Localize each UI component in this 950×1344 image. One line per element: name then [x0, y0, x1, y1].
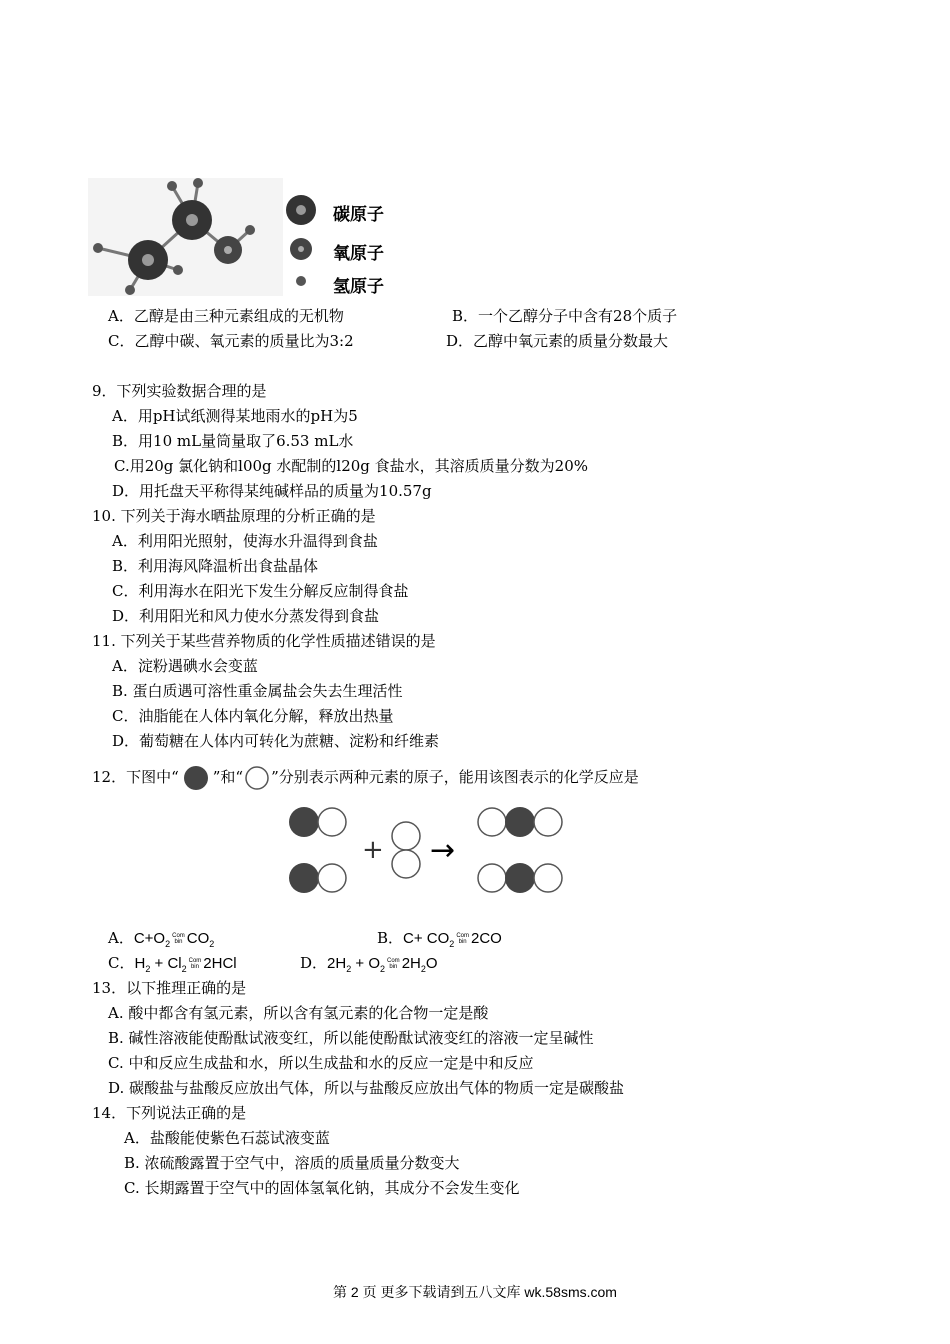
q13-option-b: B. 碱性溶液能使酚酞试液变红，所以能使酚酞试液变红的溶液一定呈碱性 — [108, 1029, 594, 1047]
legend-carbon: 碳原子 — [333, 205, 384, 225]
dark-atom-icon — [179, 765, 213, 791]
q10-option-c: C．利用海水在阳光下发生分解反应制得食盐 — [112, 582, 409, 600]
q13-option-c: C. 中和反应生成盐和水，所以生成盐和水的反应一定是中和反应 — [108, 1054, 534, 1072]
q10-option-b: B．利用海风降温析出食盐晶体 — [112, 557, 319, 575]
q13-option-a: A. 酸中都含有氢元素，所以含有氢元素的化合物一定是酸 — [108, 1004, 489, 1022]
q10-option-d: D．利用阳光和风力使水分蒸发得到食盐 — [112, 607, 380, 625]
page-footer: 第 2 页 更多下载请到五八文库 wk.58sms.com — [333, 1284, 617, 1300]
q9-option-c: C.用20g 氯化钠和l00g 水配制的l20g 食盐水，其溶质质量分数为20% — [114, 457, 589, 475]
q14-option-c: C. 长期露置于空气中的固体氢氧化钠，其成分不会发生变化 — [124, 1179, 520, 1197]
reaction-arrow: → — [430, 833, 456, 868]
q13-stem: 13．以下推理正确的是 — [92, 979, 247, 997]
q12-option-a: A．$C+O_2Com$ bin $CO_2$ — [108, 929, 215, 949]
reaction-diagram — [282, 800, 582, 900]
q9-option-d: D．用托盘天平称得某纯碱样品的质量为10.57g — [112, 482, 432, 500]
q8-option-b: B．一个乙醇分子中含有28个质子 — [452, 307, 678, 325]
q10-option-a: A．利用阳光照射，使海水升温得到食盐 — [112, 532, 378, 550]
q11-option-c: C．油脂能在人体内氧化分解，释放出热量 — [112, 707, 394, 725]
ethanol-molecule-figure — [88, 178, 283, 296]
q8-option-d: D．乙醇中氧元素的质量分数最大 — [446, 332, 669, 350]
q11-option-a: A．淀粉遇碘水会变蓝 — [112, 657, 258, 675]
q9-option-b: B．用10 mL量筒量取了6.53 mL水 — [112, 432, 354, 450]
q12-option-b: B．$C+ CO_2Com$ bin 2CO — [377, 929, 502, 949]
q9-stem: 9．下列实验数据合理的是 — [92, 382, 267, 400]
plus-sign: + — [362, 835, 384, 865]
ethanol-molecule-diagram — [88, 178, 283, 296]
q9-option-a: A．用pH试纸测得某地雨水的pH为5 — [112, 407, 358, 425]
q11-option-d: D．葡萄糖在人体内可转化为蔗糖、淀粉和纤维素 — [112, 732, 440, 750]
q14-stem: 14．下列说法正确的是 — [92, 1104, 247, 1122]
white-atom-icon — [243, 765, 271, 791]
legend-hydrogen: 氢原子 — [333, 277, 384, 297]
q12-option-d: D．$2H_2 + O_2Com$ bin $2H_2O$ — [300, 954, 438, 974]
q13-option-d: D. 碳酸盐与盐酸反应放出气体，所以与盐酸反应放出气体的物质一定是碳酸盐 — [108, 1079, 625, 1097]
legend-oxygen: 氧原子 — [333, 244, 384, 264]
q10-stem: 10. 下列关于海水晒盐原理的分析正确的是 — [92, 507, 376, 525]
q14-option-a: A．盐酸能使紫色石蕊试液变蓝 — [124, 1129, 330, 1147]
q11-stem: 11. 下列关于某些营养物质的化学性质描述错误的是 — [92, 632, 436, 650]
q12-option-c: C．$H_2 + Cl_2Com$ bin 2HCl — [108, 954, 237, 974]
q11-option-b: B. 蛋白质遇可溶性重金属盐会失去生理活性 — [112, 682, 403, 700]
atom-legend-icons — [283, 190, 323, 300]
q8-option-a: A．乙醇是由三种元素组成的无机物 — [108, 307, 344, 325]
q8-option-c: C．乙醇中碳、氧元素的质量比为3:2 — [108, 332, 354, 350]
q14-option-b: B. 浓硫酸露置于空气中，溶质的质量质量分数变大 — [124, 1154, 460, 1172]
q12-stem: 12．下图中“ ”和“ ”分别表示两种元素的原子，能用该图表示的化学反应是 — [92, 765, 639, 791]
